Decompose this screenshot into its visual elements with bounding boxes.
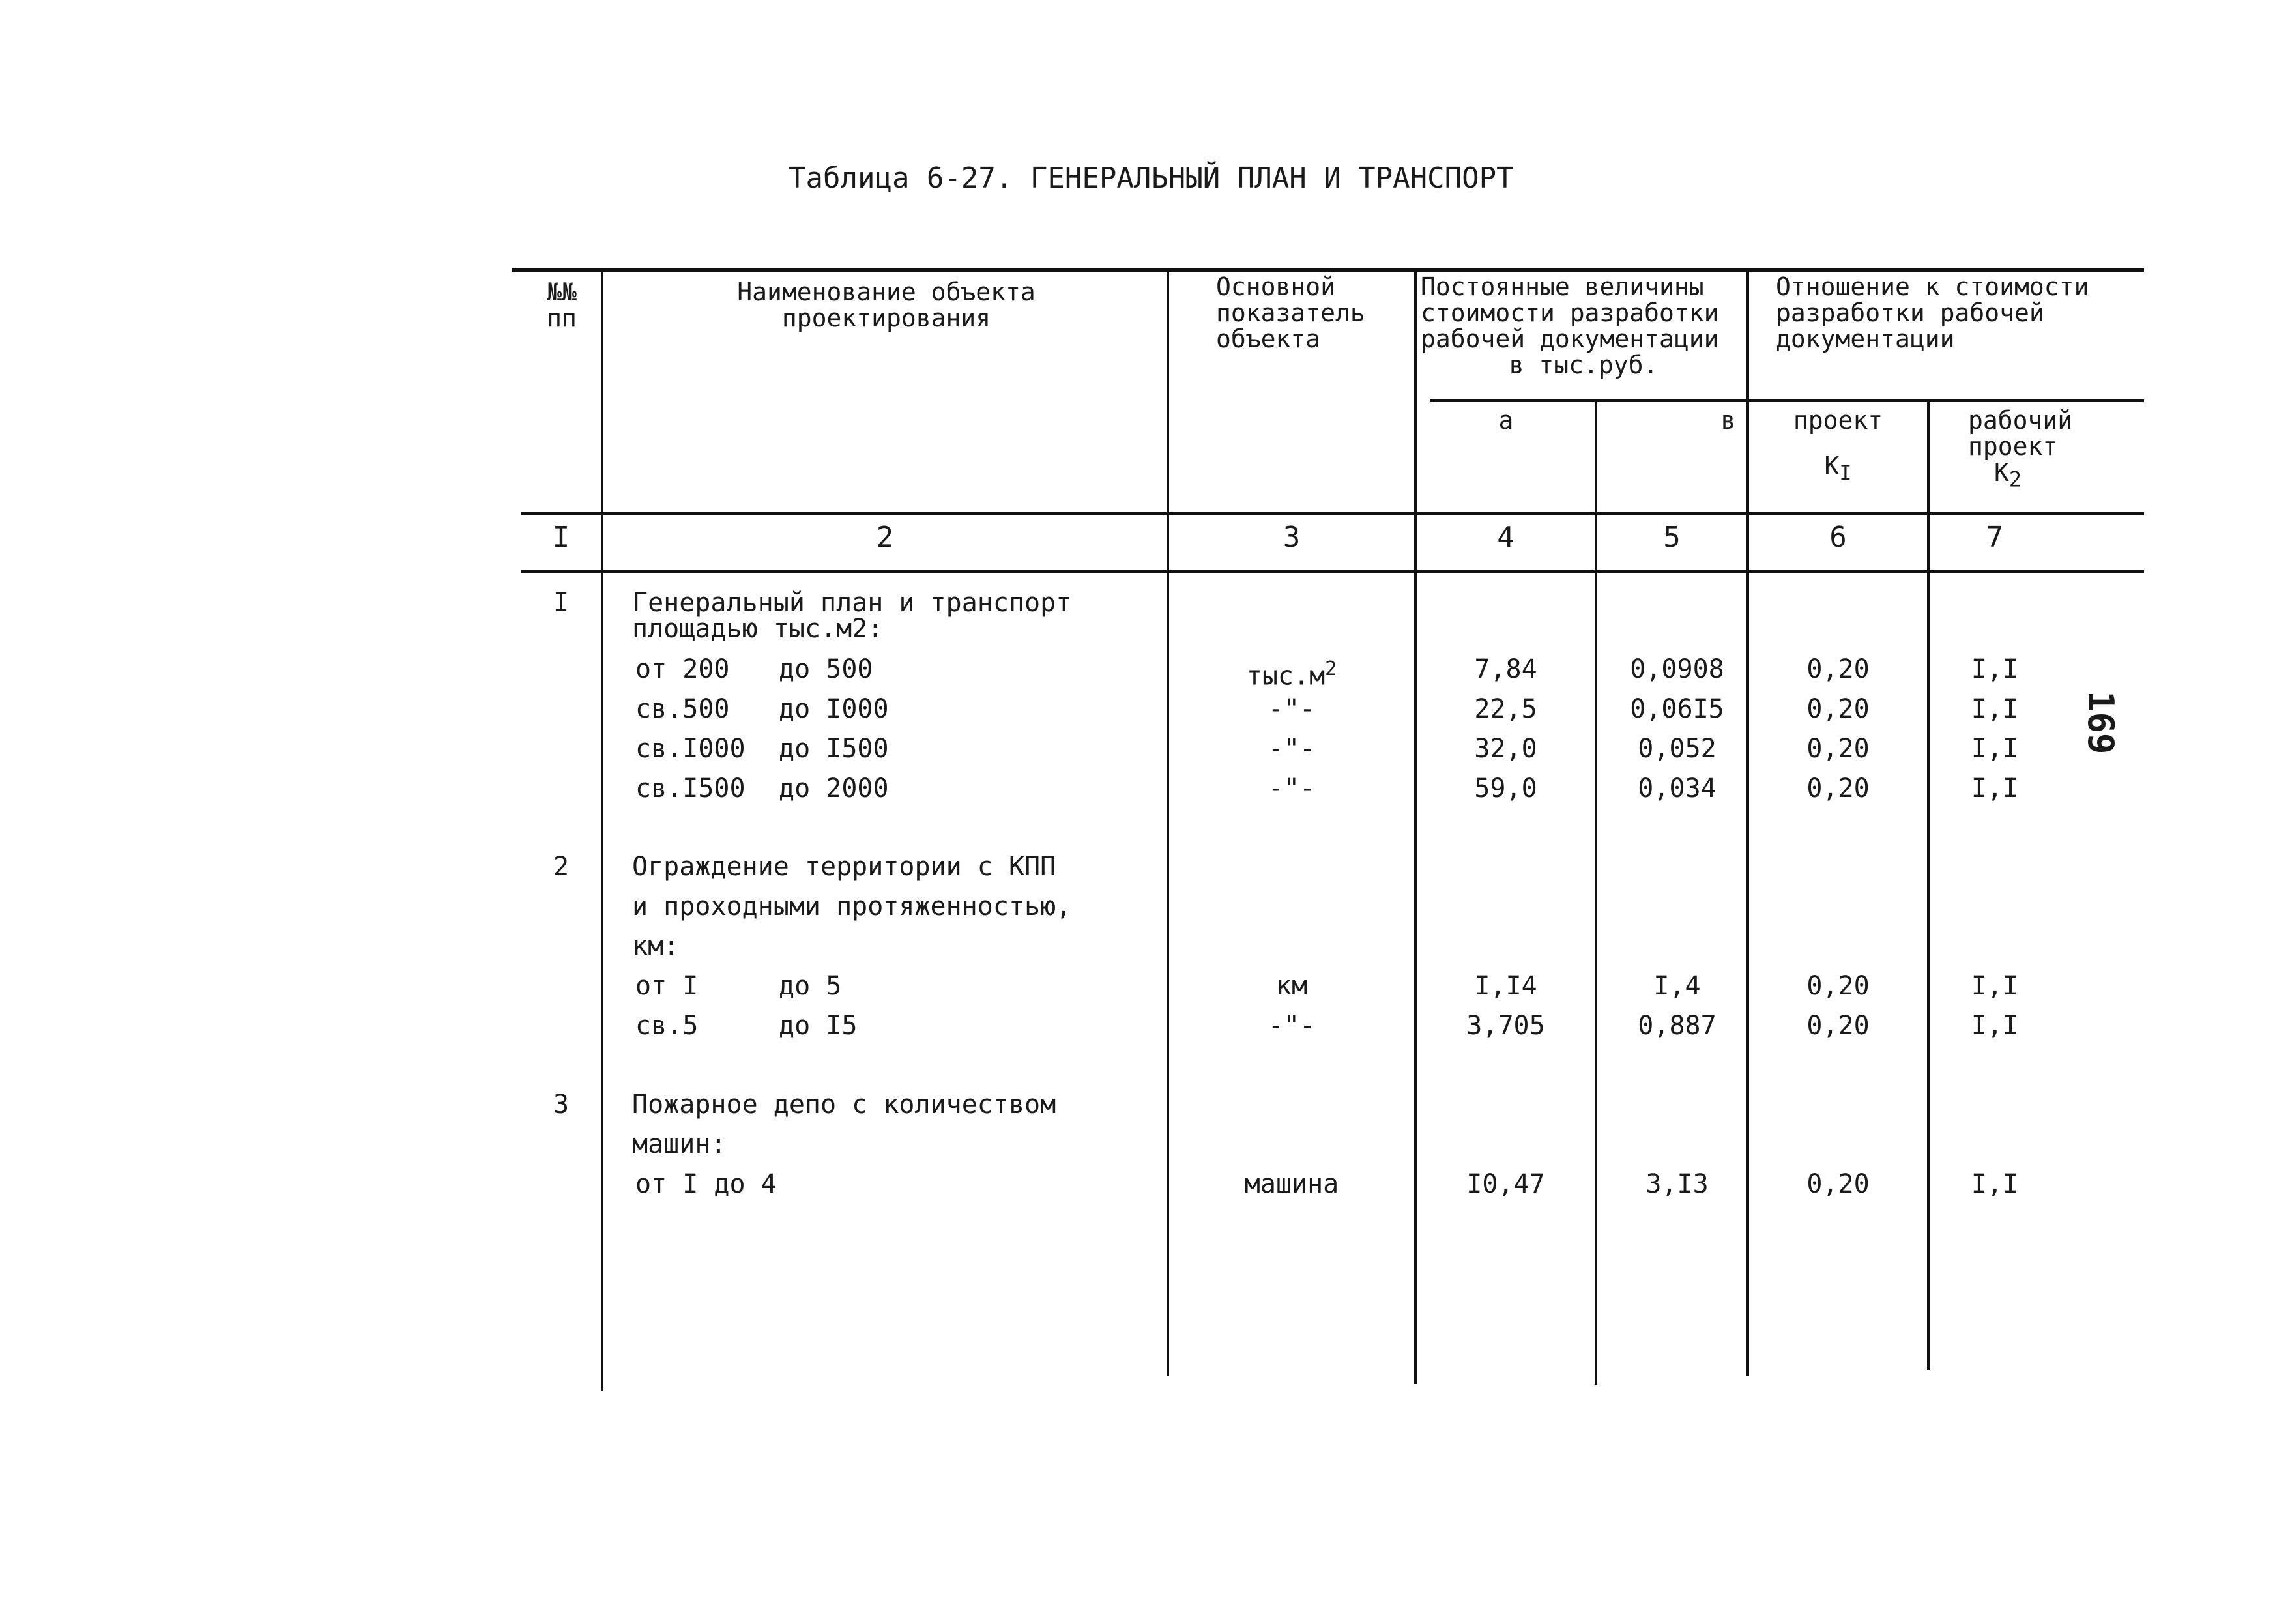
section-heading-line: и проходными протяженностью, [632, 892, 1072, 921]
row-value-k1: 0,20 [1806, 734, 1870, 764]
header-col3-line3: объекта [1216, 325, 1321, 353]
row-unit-text: машина [1244, 1169, 1339, 1199]
row-name-from: св.500 [635, 694, 730, 724]
header-col7-sub: 2 [2008, 468, 2022, 492]
header-col6 [1749, 407, 1927, 487]
colnum-5: 5 [1663, 521, 1681, 554]
section-number: 2 [553, 852, 570, 882]
row-unit-text: -"- [1268, 734, 1316, 764]
row-unit-superscript: 2 [1325, 658, 1337, 680]
section-heading-line: Пожарное депо с количеством [632, 1090, 1056, 1120]
header-col45-line2: стоимости разработки [1421, 298, 1719, 327]
header-col7-line1: рабочий [1968, 406, 2073, 435]
row-name-from: от I [635, 971, 699, 1001]
colnum-4: 4 [1497, 521, 1515, 554]
header-col7-coef [1968, 459, 2072, 493]
header-col67-line3: документации [1776, 325, 1955, 353]
row-value-k1: 0,20 [1806, 694, 1870, 724]
row-value-k1: 0,20 [1806, 774, 1870, 804]
header-col45-line1: Постоянные величины [1421, 272, 1704, 301]
row-value-a: 32,0 [1474, 734, 1537, 764]
row-value-b: 3,I3 [1645, 1169, 1709, 1199]
header-col45-line3: рабочей документации [1421, 325, 1719, 353]
row-value-a: 22,5 [1474, 694, 1537, 724]
header-col1-line1: №№ [547, 278, 577, 306]
row-value-k1: 0,20 [1806, 1011, 1870, 1041]
row-name-to: до 2000 [779, 774, 889, 804]
section-number: 3 [553, 1090, 570, 1120]
row-value-b: 0,887 [1638, 1011, 1717, 1041]
header-col6-label: проект [1793, 406, 1883, 435]
row-unit-text: -"- [1268, 774, 1316, 804]
row-unit [1169, 736, 1414, 762]
colnum-1: I [552, 521, 570, 554]
row-value-k2: I,I [1971, 654, 2019, 684]
col-divider-2 [1167, 268, 1169, 1376]
col-divider-3 [1414, 268, 1417, 1384]
header-col4: а [1498, 406, 1514, 435]
row-name-to: до 500 [779, 654, 873, 684]
header-bottom-border [521, 512, 2144, 515]
row-value-a: I0,47 [1466, 1169, 1545, 1199]
row-name-to: до I500 [779, 734, 889, 764]
row-unit [1169, 656, 1414, 689]
row-unit [1169, 696, 1414, 722]
section-heading-line: км: [632, 931, 680, 961]
header-col3 [1216, 274, 1365, 352]
section-heading-line: Ограждение территории с КПП [632, 852, 1056, 882]
header-col3-line1: Основной [1216, 272, 1336, 301]
row-name-from: от 200 [635, 654, 730, 684]
header-col3-line2: показатель [1216, 298, 1365, 327]
row-value-k2: I,I [1971, 971, 2019, 1001]
row-name-from: св.5 [635, 1011, 699, 1041]
table-top-border [512, 268, 2144, 272]
row-unit [1169, 1171, 1414, 1197]
row-value-k1: 0,20 [1806, 971, 1870, 1001]
header-col6-sub: I [1839, 461, 1852, 486]
header-col7 [1968, 407, 2072, 493]
row-unit-text: -"- [1268, 1011, 1316, 1041]
header-col1-line2: пп [547, 304, 577, 332]
row-unit [1169, 1013, 1414, 1039]
header-col45 [1421, 274, 1746, 378]
row-value-k2: I,I [1971, 1169, 2019, 1199]
header-col7-k: К [1994, 458, 2009, 487]
row-value-a: 59,0 [1474, 774, 1537, 804]
row-name-from: св.I000 [635, 734, 746, 764]
row-value-k2: I,I [1971, 734, 2019, 764]
row-value-k2: I,I [1971, 694, 2019, 724]
page-number: 169 [2080, 691, 2121, 755]
subheader-divider [1430, 399, 2144, 402]
row-name-from: от I до 4 [635, 1169, 777, 1199]
row-name-from: св.I500 [635, 774, 746, 804]
header-col45-line4: в тыс.руб. [1509, 351, 1659, 379]
row-value-b: 0,034 [1638, 774, 1717, 804]
header-col67-line1: Отношение к стоимости [1776, 272, 2089, 301]
table-title: Таблица 6-27. ГЕНЕРАЛЬНЫЙ ПЛАН И ТРАНСПОРТ [789, 162, 1514, 195]
colnum-7: 7 [1986, 521, 2004, 554]
section-heading-line: Генеральный план и транспорт [632, 588, 1072, 618]
colnum-6: 6 [1829, 521, 1847, 554]
row-unit-text: тыс.м [1246, 661, 1326, 691]
row-value-b: 0,052 [1638, 734, 1717, 764]
row-name-to: до I5 [779, 1011, 858, 1041]
row-value-b: 0,0908 [1630, 654, 1724, 684]
header-col67 [1776, 274, 2089, 352]
colnum-bottom-border [521, 570, 2144, 573]
header-col2-line2: проектирования [781, 304, 991, 332]
row-value-b: I,4 [1653, 971, 1701, 1001]
row-value-k2: I,I [1971, 1011, 2019, 1041]
header-col7-line2: проект [1968, 432, 2058, 461]
row-unit [1169, 776, 1414, 802]
section-heading-line: машин: [632, 1129, 727, 1159]
row-value-k1: 0,20 [1806, 654, 1870, 684]
row-name-to: до I000 [779, 694, 889, 724]
header-col2 [606, 279, 1167, 331]
header-col6-k: К [1824, 452, 1840, 480]
section-number: I [553, 588, 570, 618]
header-col6-coef [1749, 453, 1927, 487]
row-value-k2: I,I [1971, 774, 2019, 804]
row-value-a: 7,84 [1474, 654, 1537, 684]
row-value-k1: 0,20 [1806, 1169, 1870, 1199]
colnum-3: 3 [1283, 521, 1301, 554]
row-unit [1169, 973, 1414, 999]
section-heading-line: площадью тыс.м2: [632, 614, 884, 644]
row-name-to: до 5 [779, 971, 842, 1001]
row-value-a: I,I4 [1474, 971, 1537, 1001]
row-unit-text: -"- [1268, 694, 1316, 724]
row-value-b: 0,06I5 [1630, 694, 1724, 724]
row-unit-text: км [1275, 971, 1308, 1001]
header-col1 [529, 279, 594, 331]
colnum-2: 2 [876, 521, 894, 554]
header-col67-line2: разработки рабочей [1776, 298, 2044, 327]
row-value-a: 3,705 [1466, 1011, 1545, 1041]
col-divider-1 [601, 268, 603, 1391]
header-col2-line1: Наименование объекта [737, 278, 1036, 306]
header-col5: в [1720, 406, 1736, 435]
